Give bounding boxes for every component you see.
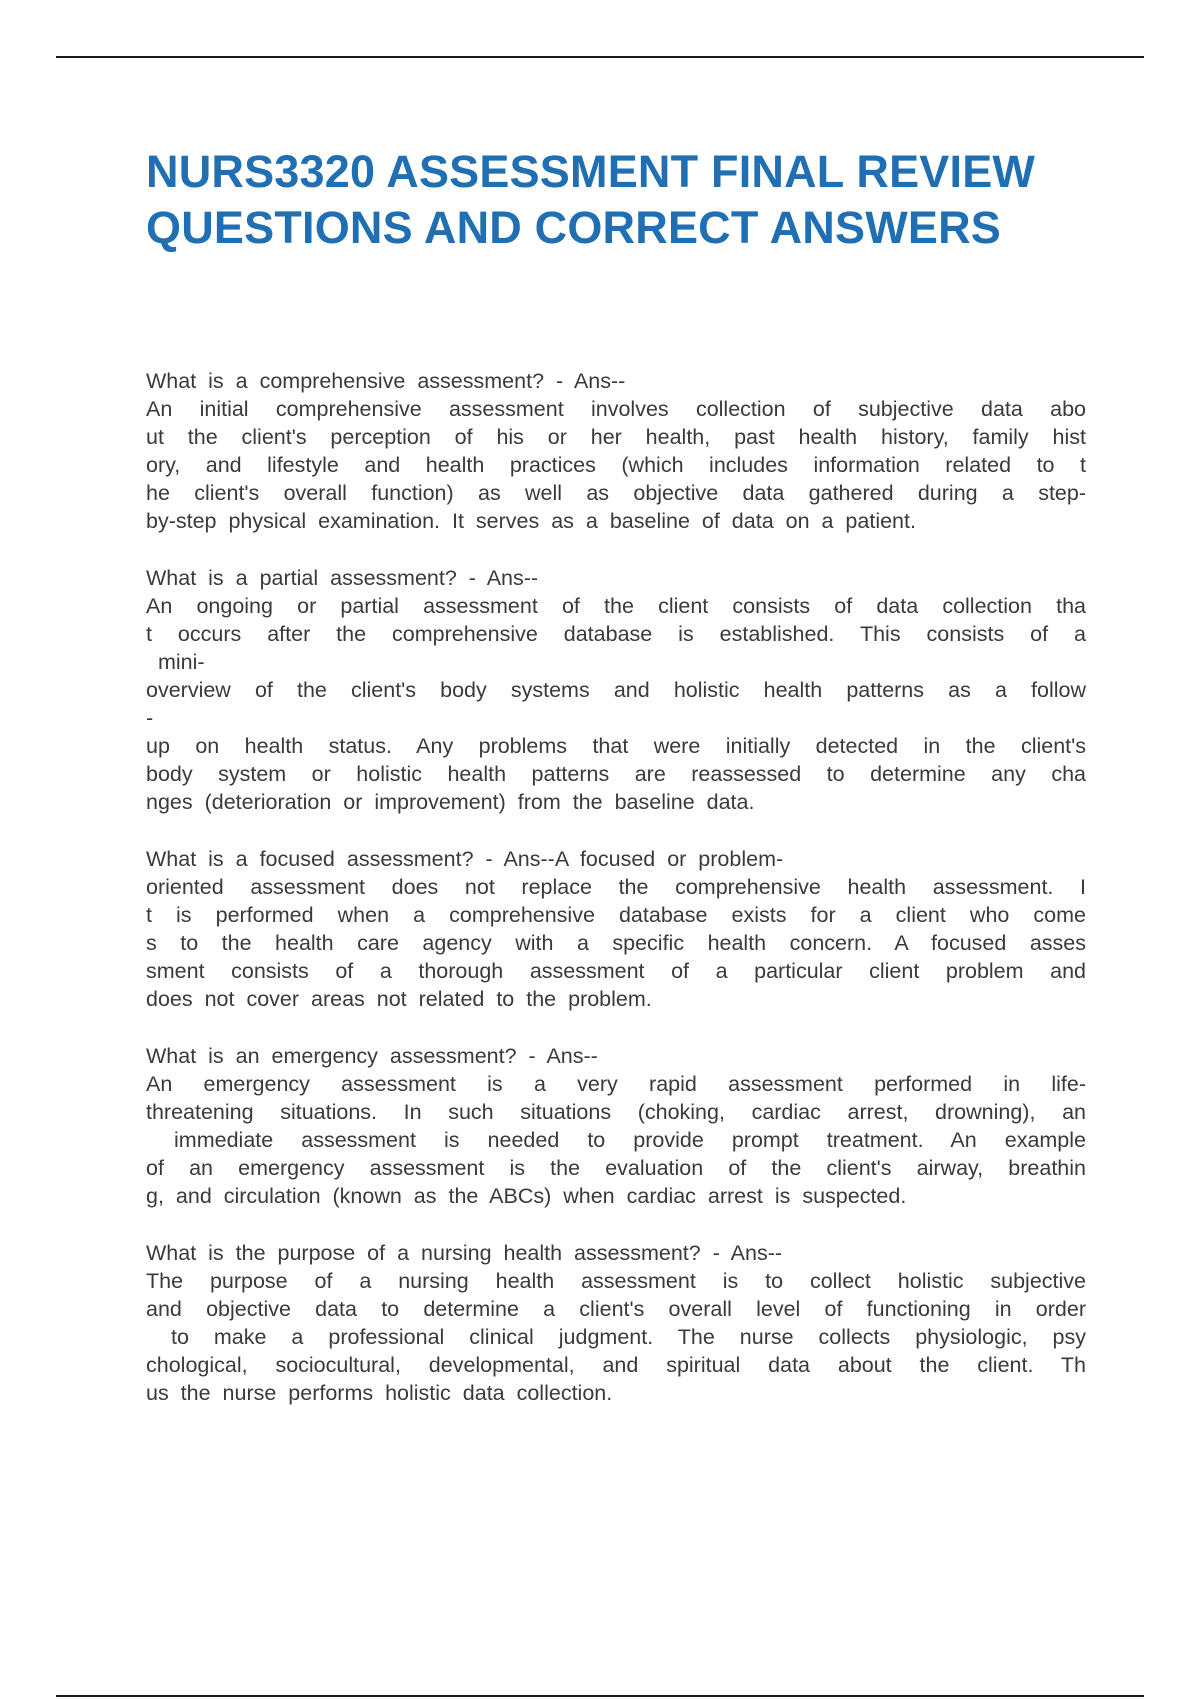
answer-line: t occurs after the comprehensive database is established. This consists of a	[146, 622, 1086, 646]
answer-line: ut the client's perception of his or her health, past health history, family hist	[146, 425, 1086, 449]
answer-line: chological, sociocultural, developmental, and spiritual data about the client. Th	[146, 1353, 1086, 1377]
answer-line: sment consists of a thorough assessment of a particular client problem and	[146, 959, 1086, 983]
question-line: What is a focused assessment? - Ans--A focused or problem-	[146, 847, 784, 871]
answer-line: An ongoing or partial assessment of the client consists of data collection tha	[146, 594, 1086, 618]
question-line: What is a comprehensive assessment? - Ans--	[146, 369, 626, 393]
answer-line: An emergency assessment is a very rapid assessment performed in life-	[146, 1072, 1086, 1096]
answer-line: to make a professional clinical judgment. The nurse collects physiologic, psy	[146, 1325, 1086, 1349]
qa-item	[146, 1042, 1086, 1210]
bottom-rule	[56, 1695, 1144, 1697]
top-rule	[56, 56, 1144, 58]
answer-line: body system or holistic health patterns are reassessed to determine any cha	[146, 762, 1086, 786]
answer-line: up on health status. Any problems that were initially detected in the client's	[146, 734, 1086, 758]
answer-line: us the nurse performs holistic data collection.	[146, 1381, 613, 1405]
answer-line: t is performed when a comprehensive database exists for a client who come	[146, 903, 1086, 927]
answer-line: ory, and lifestyle and health practices (which includes information related to t	[146, 453, 1086, 477]
answer-line: of an emergency assessment is the evaluation of the client's airway, breathin	[146, 1156, 1086, 1180]
qa-item	[146, 845, 1086, 1013]
answer-line: -	[146, 706, 154, 730]
question-line: What is the purpose of a nursing health assessment? - Ans--	[146, 1241, 783, 1265]
answer-line: oriented assessment does not replace the comprehensive health assessment. I	[146, 875, 1086, 899]
answer-line: immediate assessment is needed to provide prompt treatment. An example	[146, 1128, 1086, 1152]
answer-line: nges (deterioration or improvement) from the baseline data.	[146, 790, 755, 814]
answer-line: The purpose of a nursing health assessment is to collect holistic subjective	[146, 1269, 1086, 1293]
qa-list	[146, 367, 1086, 1436]
question-line: What is a partial assessment? - Ans--	[146, 566, 539, 590]
answer-line: s to the health care agency with a specific health concern. A focused asses	[146, 931, 1086, 955]
answer-line: mini-	[146, 650, 205, 674]
answer-line: he client's overall function) as well as objective data gathered during a step-	[146, 481, 1086, 505]
answer-line: by-step physical examination. It serves as a baseline of data on a patient.	[146, 509, 916, 533]
answer-line: g, and circulation (known as the ABCs) when cardiac arrest is suspected.	[146, 1184, 907, 1208]
qa-item	[146, 1239, 1086, 1407]
answer-line: and objective data to determine a client's overall level of functioning in order	[146, 1297, 1086, 1321]
qa-item	[146, 564, 1086, 816]
answer-line: An initial comprehensive assessment involves collection of subjective data abo	[146, 397, 1086, 421]
answer-line: threatening situations. In such situations (choking, cardiac arrest, drowning), an	[146, 1100, 1086, 1124]
answer-line: does not cover areas not related to the problem.	[146, 987, 652, 1011]
question-line: What is an emergency assessment? - Ans--	[146, 1044, 598, 1068]
answer-line: overview of the client's body systems and holistic health patterns as a follow	[146, 678, 1086, 702]
qa-item	[146, 367, 1086, 535]
document-title: NURS3320 ASSESSMENT FINAL REVIEW QUESTIONS AND CORRECT ANSWERS	[146, 146, 1036, 253]
